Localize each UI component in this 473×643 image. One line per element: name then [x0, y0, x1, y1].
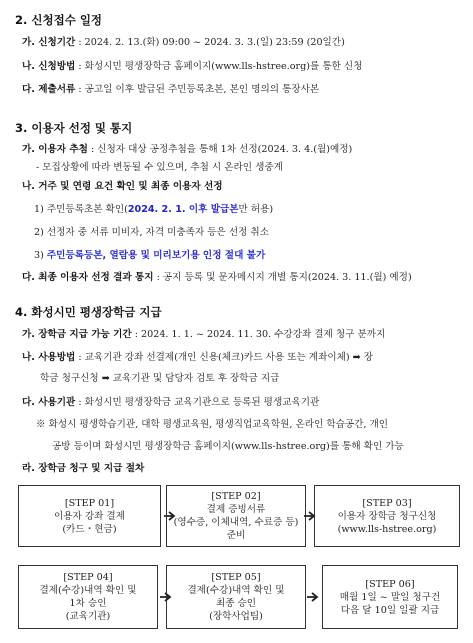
institution-note-1: ※ 화성시 평생학습기관, 대학 평생교육원, 평생직업교육학원, 온라인 학습공간, 개인	[36, 419, 389, 430]
step-02-label: [STEP 02]	[211, 491, 261, 502]
item-1-highlight: 2024. 2. 1. 이후 발급본	[127, 204, 239, 215]
usage-row-2: 학금 청구신청 ➡ 교육기관 및 담당자 검토 후 장학금 지급	[40, 373, 280, 384]
payment-period-value: : 2024. 1. 1. ~ 2024. 11. 30. 수강강좌 결제 청구 분까지	[131, 329, 386, 340]
selection-label: 가. 이용자 추첨	[22, 144, 88, 155]
item-3-highlight: 주민등록등본, 열람용 및 미리보기용 인정 절대 불가	[46, 250, 266, 261]
application-method-value: : 화성시민 평생장학금 홈페이지(www.lls-hstree.org)를 통한 신청	[75, 61, 363, 72]
step-03-line1: 이용자 장학금 청구신청	[337, 510, 437, 522]
verification-item-2: 2) 선정자 중 서류 미비자, 자격 미충족자 등은 선정 취소	[34, 227, 269, 238]
application-period-row	[22, 36, 345, 50]
step-05-box	[166, 565, 306, 629]
step-04-line3: (교육기관)	[65, 611, 111, 622]
application-method-row	[22, 60, 362, 74]
selection-note: - 모집상황에 따라 변동될 수 있으며, 추첨 시 온라인 생중계	[36, 162, 283, 173]
application-method-label: 나. 신청방법	[22, 61, 76, 72]
item-1-suffix: 만 허용)	[238, 204, 274, 215]
item-3-prefix: 3)	[34, 250, 47, 261]
step-06-box	[322, 565, 458, 629]
notification-label: 다. 최종 이용자 선정 결과 통지	[22, 272, 154, 283]
verification-title: 나. 거주 및 연령 요건 확인 및 최종 이용자 선정	[22, 181, 223, 192]
step-04-line2: 1차 승인	[69, 598, 107, 609]
section-3-title: 3. 이용자 선정 및 통지	[15, 121, 133, 135]
institution-row	[22, 396, 319, 410]
step-06-line2: 다음 달 10일 일괄 지급	[340, 604, 440, 616]
payment-period-row	[22, 328, 385, 342]
step-03-line2: (www.lls-hstree.org)	[337, 523, 437, 535]
documents-row	[22, 83, 319, 97]
documents-value: : 공고일 이후 발급된 주민등록초본, 본인 명의의 통장사본	[75, 84, 320, 95]
step-01-line2: (카드・현금)	[62, 523, 117, 535]
item-1-prefix: 1) 주민등록초본 확인(	[34, 204, 128, 215]
application-period-value: : 2024. 2. 13.(화) 09:00 ~ 2024. 3. 3.(일) 23:59 (20일간)	[75, 37, 345, 48]
verification-item-3	[34, 249, 265, 263]
verification-item-1	[34, 203, 273, 217]
application-period-label: 가. 신청기간	[22, 37, 76, 48]
step-05-line2: 최종 승인	[215, 598, 257, 609]
step-02-line3: 준비	[226, 530, 246, 541]
institution-note-2: 공방 등이며 화성시민 평생장학금 홈페이지(www.lls-hstree.org)를 통해 확인 가능	[52, 441, 404, 452]
step-02-line1: 결제 증빙서류	[206, 504, 266, 515]
usage-label: 나. 사용방법	[22, 352, 76, 363]
step-04-line1: 결제(수강)내역 확인 및	[39, 585, 137, 596]
step-03-box	[314, 485, 460, 547]
arrow-right-icon	[306, 591, 320, 603]
step-02-line2: (영수증, 이체내역, 수료증 등)	[173, 517, 299, 528]
payment-period-label: 가. 장학금 지급 가능 기간	[22, 329, 132, 340]
step-01-box	[18, 485, 161, 547]
step-04-label: [STEP 04]	[63, 572, 113, 583]
step-06-label: [STEP 06]	[365, 578, 415, 590]
step-03-label: [STEP 03]	[362, 497, 412, 509]
step-06-line1: 매월 1일 ~ 말일 청구건	[339, 591, 441, 603]
step-05-line1: 결제(수강)내역 확인 및	[187, 585, 285, 596]
usage-value-1: : 교육기관 강좌 선결제(개인 신용(체크)카드 사용 또는 계좌이체) ➡ 장	[75, 352, 374, 363]
step-02-box	[166, 485, 306, 547]
step-05-label: [STEP 05]	[211, 572, 261, 583]
institution-label: 다. 사용기관	[22, 397, 76, 408]
institution-value: : 화성시민 평생장학금 교육기관으로 등록된 평생교육기관	[75, 397, 320, 408]
notification-row	[22, 271, 412, 285]
selection-value: : 신청자 대상 공정추첨을 통해 1차 선정(2024. 3. 4.(월)예정)	[87, 144, 353, 155]
notification-value: : 공지 등록 및 문자메시지 개별 통지(2024. 3. 11.(월) 예정)	[153, 272, 412, 283]
step-04-box	[18, 565, 158, 629]
section-4-title: 4. 화성시민 평생장학금 지급	[15, 305, 162, 319]
step-05-line3: (장학사업팀)	[209, 611, 263, 622]
selection-row	[22, 143, 352, 157]
step-01-line1: 이용자 강좌 결제	[54, 510, 125, 522]
section-2-title: 2. 신청접수 일정	[15, 13, 103, 27]
step-01-label: [STEP 01]	[64, 497, 115, 509]
steps-title: 라. 장학금 청구 및 지급 절차	[22, 463, 145, 474]
documents-label: 다. 제출서류	[22, 84, 76, 95]
usage-row-1	[22, 351, 373, 365]
